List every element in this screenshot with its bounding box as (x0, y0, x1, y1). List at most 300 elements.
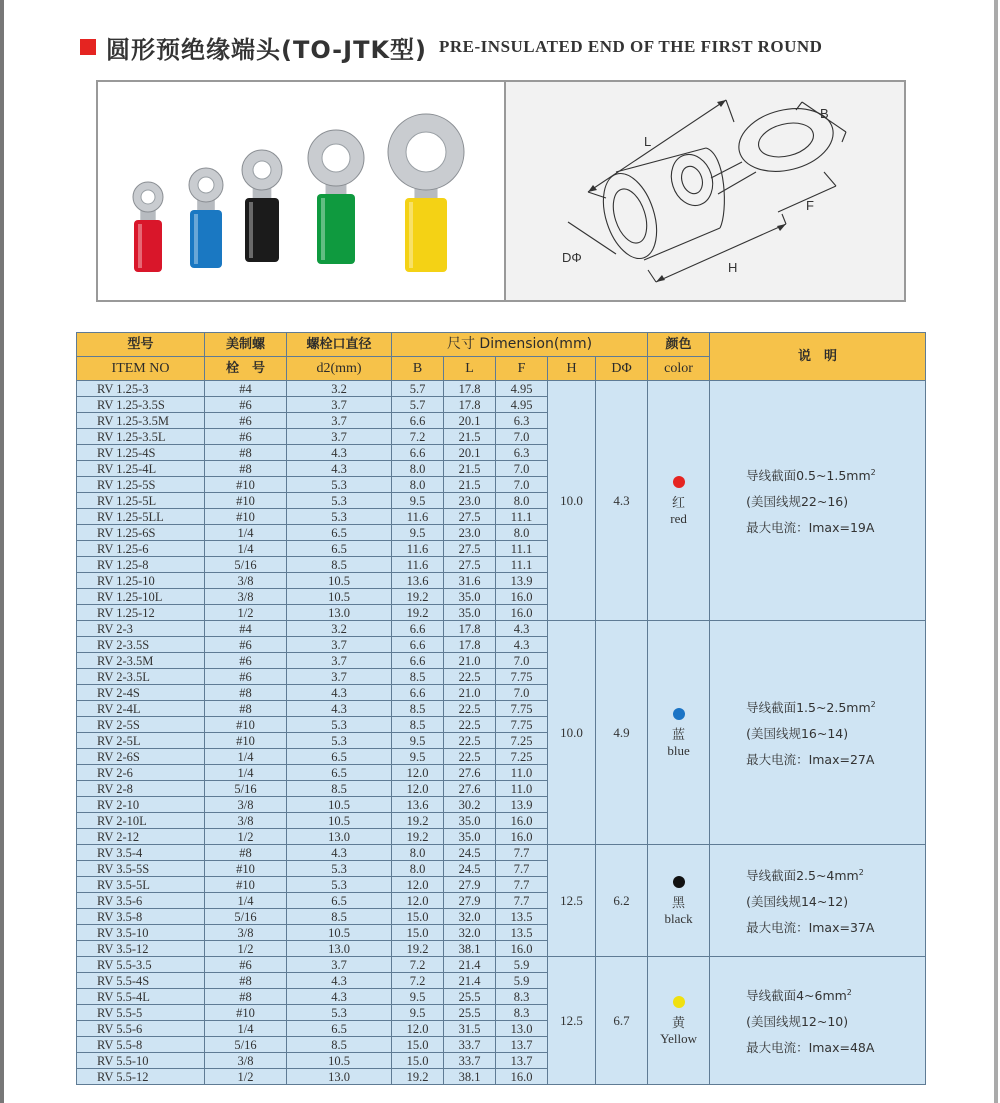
cell-b: 6.6 (392, 413, 444, 429)
cell-item-no: RV 5.5-6 (77, 1021, 205, 1037)
cell-l: 20.1 (444, 413, 496, 429)
cell-l: 38.1 (444, 941, 496, 957)
cell-stud: 3/8 (205, 1053, 287, 1069)
cell-b: 19.2 (392, 1069, 444, 1085)
cell-stud: #10 (205, 509, 287, 525)
cell-item-no: RV 1.25-5S (77, 477, 205, 493)
cell-h: 10.0 (548, 621, 596, 845)
cell-l: 17.8 (444, 637, 496, 653)
table-row (77, 381, 926, 397)
cell-b: 9.5 (392, 493, 444, 509)
cell-stud: 1/4 (205, 749, 287, 765)
color-name-en: black (664, 910, 693, 926)
cell-item-no: RV 1.25-10 (77, 573, 205, 589)
cell-d2: 6.5 (287, 541, 392, 557)
cell-stud: #6 (205, 429, 287, 445)
cell-l: 21.4 (444, 973, 496, 989)
cell-l: 32.0 (444, 909, 496, 925)
cell-item-no: RV 5.5-4L (77, 989, 205, 1005)
cell-item-no: RV 2-3 (77, 621, 205, 637)
cell-b: 8.0 (392, 461, 444, 477)
cell-stud: #8 (205, 845, 287, 861)
ring-terminal (308, 130, 364, 264)
cell-item-no: RV 1.25-8 (77, 557, 205, 573)
product-image-panel (96, 80, 906, 302)
cell-item-no: RV 5.5-4S (77, 973, 205, 989)
cell-l: 25.5 (444, 989, 496, 1005)
color-name-en: blue (667, 742, 690, 758)
cell-f: 7.7 (496, 893, 548, 909)
cell-d2: 3.7 (287, 637, 392, 653)
cell-l: 38.1 (444, 1069, 496, 1085)
cell-h: 12.5 (548, 957, 596, 1085)
cell-item-no: RV 2-12 (77, 829, 205, 845)
cell-notes (710, 381, 926, 621)
header-d: DΦ (596, 357, 648, 381)
cell-b: 6.6 (392, 621, 444, 637)
cell-d2: 3.7 (287, 669, 392, 685)
ring-terminal (242, 150, 282, 262)
cell-item-no: RV 2-8 (77, 781, 205, 797)
cell-stud: 1/2 (205, 1069, 287, 1085)
page-border-left (0, 0, 4, 1103)
cell-notes (710, 621, 926, 845)
cell-stud: #6 (205, 669, 287, 685)
cell-item-no: RV 1.25-6S (77, 525, 205, 541)
cell-f: 4.95 (496, 381, 548, 397)
cell-item-no: RV 1.25-5LL (77, 509, 205, 525)
cell-d: 6.2 (596, 845, 648, 957)
note-wire-section (746, 860, 925, 889)
cell-d2: 5.3 (287, 733, 392, 749)
cell-l: 27.6 (444, 781, 496, 797)
header-l: L (444, 357, 496, 381)
cell-stud: #8 (205, 989, 287, 1005)
cell-d2: 8.5 (287, 781, 392, 797)
ring-terminal (388, 114, 464, 272)
cell-color (648, 845, 710, 957)
cell-d2: 10.5 (287, 813, 392, 829)
cell-stud: 1/4 (205, 893, 287, 909)
cell-d2: 6.5 (287, 1021, 392, 1037)
table-row (77, 845, 926, 861)
color-name-cn: 黄 (672, 1015, 686, 1031)
note-awg: (美国线规12~10) (746, 1014, 849, 1030)
cell-f: 7.25 (496, 733, 548, 749)
cell-b: 19.2 (392, 813, 444, 829)
cell-d2: 6.5 (287, 765, 392, 781)
cell-l: 17.8 (444, 381, 496, 397)
dimension-diagram (506, 82, 904, 300)
cell-d2: 10.5 (287, 573, 392, 589)
cell-item-no: RV 2-3.5M (77, 653, 205, 669)
cell-item-no: RV 2-6S (77, 749, 205, 765)
cell-d2: 10.5 (287, 925, 392, 941)
cell-d2: 6.5 (287, 749, 392, 765)
cell-l: 27.6 (444, 765, 496, 781)
cell-item-no: RV 2-3.5L (77, 669, 205, 685)
note-superscript: 2 (870, 467, 876, 477)
cell-d2: 6.5 (287, 525, 392, 541)
cell-l: 33.7 (444, 1053, 496, 1069)
cell-stud: #4 (205, 381, 287, 397)
cell-f: 7.75 (496, 701, 548, 717)
header-d2-unit: d2(mm) (287, 357, 392, 381)
cell-item-no: RV 5.5-5 (77, 1005, 205, 1021)
cell-item-no: RV 5.5-3.5 (77, 957, 205, 973)
cell-stud: 1/4 (205, 765, 287, 781)
cell-item-no: RV 5.5-8 (77, 1037, 205, 1053)
note-max-current: 最大电流：Imax=37A (746, 920, 875, 936)
header-b: B (392, 357, 444, 381)
cell-stud: #10 (205, 477, 287, 493)
cell-stud: #4 (205, 621, 287, 637)
cell-item-no: RV 1.25-4S (77, 445, 205, 461)
cell-b: 19.2 (392, 941, 444, 957)
cell-item-no: RV 3.5-6 (77, 893, 205, 909)
cell-b: 15.0 (392, 1037, 444, 1053)
color-dot-icon (673, 876, 685, 888)
cell-f: 8.0 (496, 525, 548, 541)
cell-stud: #10 (205, 733, 287, 749)
note-awg: (美国线规14~12) (746, 894, 849, 910)
cell-l: 32.0 (444, 925, 496, 941)
cell-color (648, 381, 710, 621)
header-item-en: ITEM NO (77, 357, 205, 381)
color-dot-icon (673, 996, 685, 1008)
cell-d2: 3.7 (287, 397, 392, 413)
cell-stud: #8 (205, 701, 287, 717)
cell-b: 12.0 (392, 781, 444, 797)
cell-l: 21.0 (444, 653, 496, 669)
cell-d2: 5.3 (287, 493, 392, 509)
cell-l: 21.5 (444, 429, 496, 445)
note-wire-section (746, 980, 925, 1009)
cell-d2: 13.0 (287, 829, 392, 845)
cell-item-no: RV 2-5S (77, 717, 205, 733)
cell-l: 25.5 (444, 1005, 496, 1021)
cell-f: 7.0 (496, 429, 548, 445)
cell-l: 30.2 (444, 797, 496, 813)
cell-b: 8.0 (392, 477, 444, 493)
cell-stud: 5/16 (205, 1037, 287, 1053)
cell-f: 7.75 (496, 717, 548, 733)
note-wire-section (746, 692, 925, 721)
cell-stud: 3/8 (205, 797, 287, 813)
cell-stud: #6 (205, 957, 287, 973)
cell-color (648, 957, 710, 1085)
cell-b: 7.2 (392, 973, 444, 989)
cell-item-no: RV 3.5-5S (77, 861, 205, 877)
cell-d2: 3.7 (287, 653, 392, 669)
diagram-label-b: B (820, 106, 829, 121)
cell-stud: #8 (205, 445, 287, 461)
cell-d2: 4.3 (287, 973, 392, 989)
cell-d2: 4.3 (287, 685, 392, 701)
table-header (77, 333, 926, 381)
cell-b: 9.5 (392, 1005, 444, 1021)
cell-f: 13.9 (496, 573, 548, 589)
cell-l: 21.4 (444, 957, 496, 973)
note-wire-section (746, 460, 925, 489)
cell-f: 13.9 (496, 797, 548, 813)
cell-b: 9.5 (392, 749, 444, 765)
cell-l: 27.9 (444, 893, 496, 909)
page-title (80, 30, 822, 64)
cell-b: 8.0 (392, 845, 444, 861)
cell-l: 35.0 (444, 829, 496, 845)
cell-d2: 3.7 (287, 957, 392, 973)
cell-l: 24.5 (444, 845, 496, 861)
cell-item-no: RV 2-10L (77, 813, 205, 829)
cell-f: 8.0 (496, 493, 548, 509)
cell-h: 12.5 (548, 845, 596, 957)
cell-stud: #10 (205, 861, 287, 877)
cell-f: 11.1 (496, 509, 548, 525)
cell-f: 13.5 (496, 925, 548, 941)
cell-f: 16.0 (496, 813, 548, 829)
cell-item-no: RV 1.25-3.5M (77, 413, 205, 429)
cell-item-no: RV 2-5L (77, 733, 205, 749)
cell-b: 15.0 (392, 1053, 444, 1069)
cell-b: 7.2 (392, 429, 444, 445)
cell-notes (710, 845, 926, 957)
cell-f: 4.3 (496, 637, 548, 653)
color-name-cn: 蓝 (672, 727, 686, 743)
cell-l: 33.7 (444, 1037, 496, 1053)
cell-l: 35.0 (444, 589, 496, 605)
cell-stud: 1/4 (205, 525, 287, 541)
cell-l: 21.5 (444, 461, 496, 477)
cell-f: 16.0 (496, 589, 548, 605)
cell-l: 31.6 (444, 573, 496, 589)
cell-l: 35.0 (444, 813, 496, 829)
cell-item-no: RV 5.5-10 (77, 1053, 205, 1069)
cell-item-no: RV 2-3.5S (77, 637, 205, 653)
cell-d2: 8.5 (287, 1037, 392, 1053)
cell-f: 13.7 (496, 1037, 548, 1053)
cell-f: 11.0 (496, 765, 548, 781)
cell-stud: 3/8 (205, 589, 287, 605)
cell-item-no: RV 2-6 (77, 765, 205, 781)
cell-f: 6.3 (496, 445, 548, 461)
cell-f: 7.25 (496, 749, 548, 765)
cell-b: 8.0 (392, 861, 444, 877)
cell-stud: 5/16 (205, 557, 287, 573)
note-wire-section-text: 导线截面1.5~2.5mm (746, 700, 871, 716)
cell-b: 9.5 (392, 525, 444, 541)
cell-d2: 4.3 (287, 445, 392, 461)
note-superscript: 2 (870, 699, 876, 709)
cell-l: 35.0 (444, 605, 496, 621)
cell-h: 10.0 (548, 381, 596, 621)
cell-f: 8.3 (496, 1005, 548, 1021)
header-stud-2: 栓 号 (205, 357, 287, 381)
color-name-cn: 红 (672, 495, 686, 511)
header-d2: 螺栓口直径 (287, 333, 392, 357)
cell-l: 20.1 (444, 445, 496, 461)
cell-stud: 1/2 (205, 829, 287, 845)
cell-f: 5.9 (496, 957, 548, 973)
cell-stud: #6 (205, 637, 287, 653)
note-max-current: 最大电流：Imax=48A (746, 1040, 875, 1056)
cell-b: 9.5 (392, 989, 444, 1005)
header-f: F (496, 357, 548, 381)
page-border-right (994, 0, 998, 1103)
diagram-label-d: DΦ (562, 250, 582, 265)
cell-d2: 10.5 (287, 589, 392, 605)
cell-stud: 5/16 (205, 781, 287, 797)
cell-f: 7.7 (496, 861, 548, 877)
cell-b: 12.0 (392, 1021, 444, 1037)
cell-b: 15.0 (392, 925, 444, 941)
cell-d2: 4.3 (287, 701, 392, 717)
cell-l: 22.5 (444, 717, 496, 733)
cell-b: 6.6 (392, 685, 444, 701)
diagram-label-f: F (806, 198, 814, 213)
cell-b: 6.6 (392, 653, 444, 669)
cell-item-no: RV 1.25-3.5L (77, 429, 205, 445)
cell-f: 11.1 (496, 557, 548, 573)
ring-terminal (189, 168, 223, 268)
cell-b: 19.2 (392, 589, 444, 605)
cell-d2: 3.2 (287, 621, 392, 637)
cell-d: 4.9 (596, 621, 648, 845)
cell-item-no: RV 3.5-8 (77, 909, 205, 925)
cell-item-no: RV 3.5-10 (77, 925, 205, 941)
cell-stud: 3/8 (205, 925, 287, 941)
cell-d2: 5.3 (287, 477, 392, 493)
cell-d2: 4.3 (287, 989, 392, 1005)
color-dot-icon (673, 708, 685, 720)
cell-d2: 13.0 (287, 1069, 392, 1085)
cell-stud: #8 (205, 461, 287, 477)
cell-item-no: RV 1.25-10L (77, 589, 205, 605)
cell-stud: 1/4 (205, 541, 287, 557)
title-en: PRE-INSULATED END OF THE FIRST ROUND (439, 37, 823, 56)
note-max-current: 最大电流：Imax=19A (746, 520, 875, 536)
cell-f: 5.9 (496, 973, 548, 989)
cell-b: 5.7 (392, 381, 444, 397)
cell-stud: #6 (205, 397, 287, 413)
cell-f: 7.7 (496, 845, 548, 861)
cell-b: 8.5 (392, 701, 444, 717)
product-photo (98, 82, 506, 300)
header-color: 颜色 (648, 333, 710, 357)
cell-stud: #8 (205, 685, 287, 701)
note-wire-section-text: 导线截面2.5~4mm (746, 868, 859, 884)
cell-d2: 3.2 (287, 381, 392, 397)
cell-f: 7.0 (496, 685, 548, 701)
cell-f: 16.0 (496, 1069, 548, 1085)
note-awg: (美国线规16~14) (746, 726, 849, 742)
cell-stud: #10 (205, 877, 287, 893)
cell-item-no: RV 1.25-4L (77, 461, 205, 477)
cell-stud: #6 (205, 653, 287, 669)
cell-b: 12.0 (392, 765, 444, 781)
cell-b: 6.6 (392, 637, 444, 653)
specification-table (76, 332, 926, 1085)
cell-item-no: RV 1.25-12 (77, 605, 205, 621)
cell-f: 16.0 (496, 605, 548, 621)
cell-f: 7.7 (496, 877, 548, 893)
cell-stud: 1/4 (205, 1021, 287, 1037)
cell-d2: 3.7 (287, 413, 392, 429)
diagram-label-l: L (644, 134, 652, 149)
cell-f: 4.95 (496, 397, 548, 413)
cell-d2: 5.3 (287, 877, 392, 893)
cell-b: 19.2 (392, 605, 444, 621)
cell-d2: 5.3 (287, 717, 392, 733)
header-stud: 美制螺 (205, 333, 287, 357)
cell-stud: #6 (205, 413, 287, 429)
cell-b: 9.5 (392, 733, 444, 749)
cell-b: 7.2 (392, 957, 444, 973)
cell-notes (710, 957, 926, 1085)
cell-stud: #10 (205, 717, 287, 733)
header-notes: 说 明 (710, 333, 926, 381)
cell-b: 12.0 (392, 893, 444, 909)
cell-stud: 1/2 (205, 605, 287, 621)
cell-b: 13.6 (392, 573, 444, 589)
cell-item-no: RV 1.25-3 (77, 381, 205, 397)
cell-f: 13.7 (496, 1053, 548, 1069)
cell-d2: 4.3 (287, 461, 392, 477)
cell-l: 17.8 (444, 621, 496, 637)
cell-item-no: RV 2-4L (77, 701, 205, 717)
cell-f: 11.1 (496, 541, 548, 557)
title-marker-icon (80, 39, 96, 55)
cell-l: 21.5 (444, 477, 496, 493)
cell-l: 17.8 (444, 397, 496, 413)
header-color-en: color (648, 357, 710, 381)
note-superscript: 2 (858, 867, 864, 877)
cell-item-no: RV 3.5-4 (77, 845, 205, 861)
cell-d2: 13.0 (287, 605, 392, 621)
cell-l: 27.5 (444, 509, 496, 525)
cell-f: 16.0 (496, 829, 548, 845)
note-wire-section-text: 导线截面4~6mm (746, 988, 847, 1004)
cell-l: 22.5 (444, 749, 496, 765)
cell-item-no: RV 3.5-12 (77, 941, 205, 957)
cell-b: 6.6 (392, 445, 444, 461)
cell-l: 27.9 (444, 877, 496, 893)
cell-f: 11.0 (496, 781, 548, 797)
cell-stud: 3/8 (205, 573, 287, 589)
cell-b: 12.0 (392, 877, 444, 893)
ring-terminal (133, 182, 163, 272)
cell-stud: #10 (205, 1005, 287, 1021)
cell-d2: 5.3 (287, 1005, 392, 1021)
cell-color (648, 621, 710, 845)
table-row (77, 957, 926, 973)
cell-b: 15.0 (392, 909, 444, 925)
cell-d2: 8.5 (287, 557, 392, 573)
header-dimension: 尺寸 Dimension(mm) (392, 333, 648, 357)
cell-d2: 5.3 (287, 509, 392, 525)
cell-d2: 10.5 (287, 797, 392, 813)
cell-d2: 13.0 (287, 941, 392, 957)
cell-item-no: RV 3.5-5L (77, 877, 205, 893)
cell-l: 27.5 (444, 541, 496, 557)
cell-f: 4.3 (496, 621, 548, 637)
cell-l: 27.5 (444, 557, 496, 573)
note-superscript: 2 (846, 987, 852, 997)
cell-b: 5.7 (392, 397, 444, 413)
cell-d2: 10.5 (287, 1053, 392, 1069)
cell-f: 16.0 (496, 941, 548, 957)
cell-b: 8.5 (392, 717, 444, 733)
